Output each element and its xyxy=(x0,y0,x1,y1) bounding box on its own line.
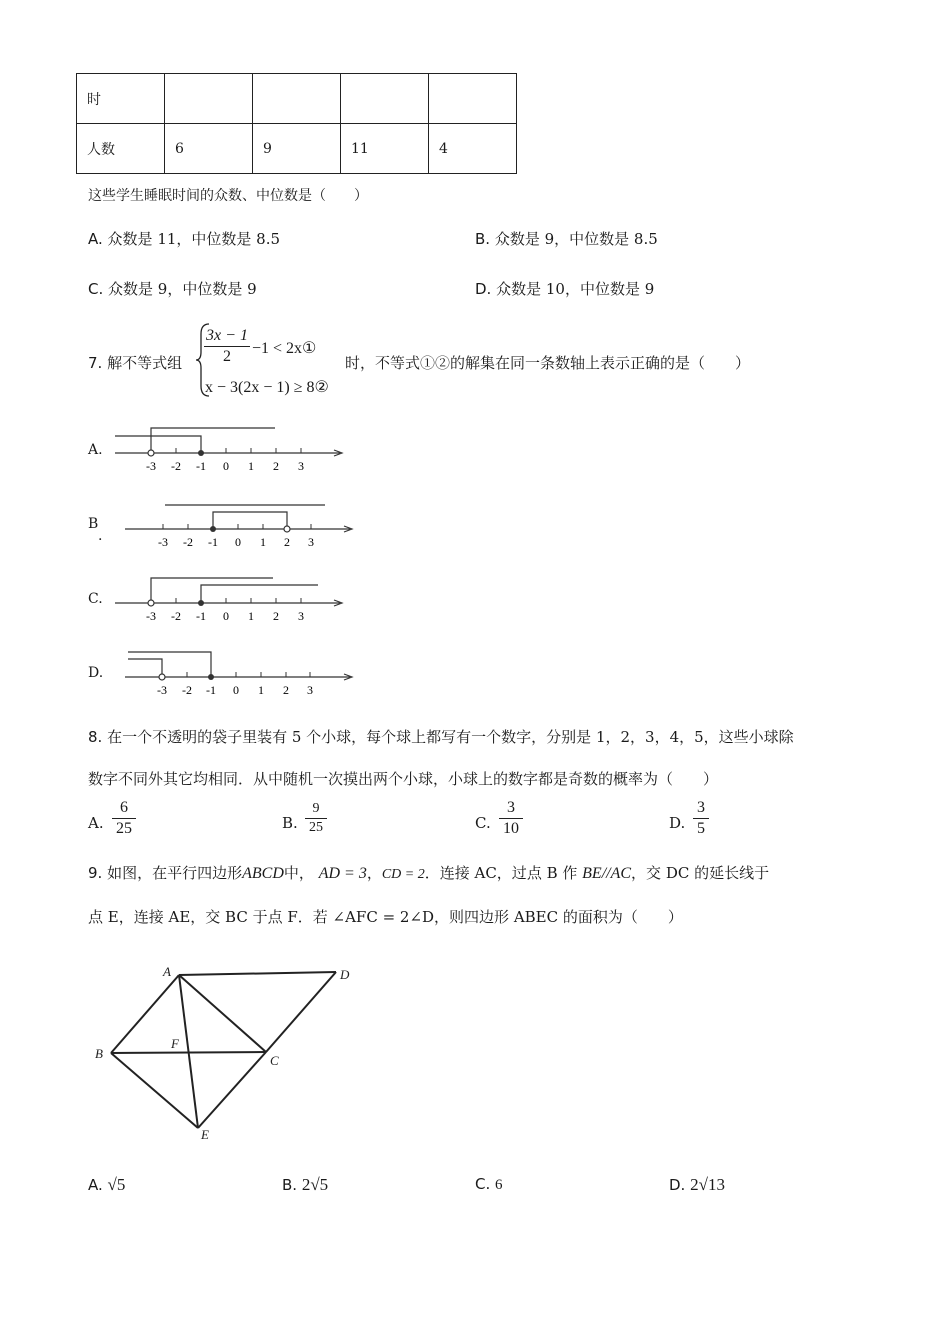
fraction-denominator: 5 xyxy=(697,820,705,837)
option-text: 6 xyxy=(495,1177,503,1193)
tick-label: 3 xyxy=(308,535,314,549)
q6-option-a[interactable] xyxy=(88,228,280,249)
q8-option-c-letter[interactable]: C. xyxy=(475,814,491,832)
q7-suffix: 时，不等式①②的解集在同一条数轴上表示正确的是（ ） xyxy=(345,354,751,372)
fraction-denominator: 10 xyxy=(503,820,519,837)
table-cell xyxy=(253,74,341,124)
point-label-e: E xyxy=(201,1127,209,1142)
tick-label: 0 xyxy=(223,609,229,623)
tick-label: -1 xyxy=(206,683,216,697)
tick-label: 1 xyxy=(258,683,264,697)
tick-label: 2 xyxy=(283,683,289,697)
tick-label: 0 xyxy=(233,683,239,697)
segment-AD xyxy=(179,972,336,975)
fraction-denominator: 25 xyxy=(309,820,323,835)
segment-AB xyxy=(111,975,179,1053)
q8-option-b-fraction[interactable] xyxy=(305,801,327,836)
segment-DC xyxy=(266,972,336,1052)
q6-option-b[interactable] xyxy=(475,228,658,249)
q8-option-c-fraction[interactable] xyxy=(499,799,523,838)
open-point xyxy=(284,526,290,532)
closed-point xyxy=(210,526,216,532)
fraction-bar xyxy=(499,818,523,819)
fraction-denominator: 2 xyxy=(223,348,231,365)
q9-comma: ， xyxy=(366,864,382,882)
option-text: 众数是 9，中位数是 9 xyxy=(108,280,257,298)
tick-label: 0 xyxy=(223,459,229,473)
row-label: 人数 xyxy=(77,124,165,174)
q8-option-b-letter[interactable]: B. xyxy=(282,814,298,832)
q8-option-d-fraction[interactable] xyxy=(693,799,709,838)
option-text: √5 xyxy=(107,1175,126,1194)
q7-option-b-dot: . xyxy=(98,528,103,544)
q6-option-c[interactable] xyxy=(88,278,257,299)
q8-option-a-letter[interactable]: A. xyxy=(88,814,104,832)
closed-point xyxy=(198,450,204,456)
table-cell xyxy=(341,74,429,124)
q7-ineq1-rest: −1 < 2x① xyxy=(252,340,317,357)
q8-option-d-letter[interactable]: D. xyxy=(669,814,686,832)
tick-label: -2 xyxy=(182,683,192,697)
table-row xyxy=(77,74,517,124)
table-cell: 11 xyxy=(341,124,429,174)
sleep-time-table xyxy=(76,73,517,174)
open-point xyxy=(159,674,165,680)
q9-option-a[interactable] xyxy=(88,1175,125,1195)
q8-line2: 数字不同外其它均相同．从中随机一次摸出两个小球，小球上的数字都是奇数的概率为（ ） xyxy=(88,770,719,788)
question-number: 9. xyxy=(88,864,103,882)
q9-line1 xyxy=(88,862,769,883)
option-letter: D. xyxy=(669,1176,686,1194)
fraction-bar xyxy=(204,346,250,347)
q7-ineq2: x − 3(2x − 1) ≥ 8② xyxy=(205,379,329,396)
q9-line2: 点 E，连接 AE，交 BC 于点 F．若 ∠AFC = 2∠D，则四边形 ABEC 的面积为（ ） xyxy=(88,908,683,926)
option-letter: D. xyxy=(475,280,492,298)
table-cell: 6 xyxy=(165,124,253,174)
tick-label: 2 xyxy=(273,609,279,623)
tick-label: -1 xyxy=(196,459,206,473)
point-label-d: D xyxy=(340,967,350,982)
fraction-numerator: 9 xyxy=(312,801,320,816)
option-text: 众数是 9，中位数是 8.5 xyxy=(494,230,658,248)
option-letter: B. xyxy=(475,230,491,248)
q6-option-d[interactable] xyxy=(475,278,654,299)
tick-label: -2 xyxy=(171,459,181,473)
segment-AC xyxy=(179,975,266,1052)
tick-label: 3 xyxy=(298,459,304,473)
table-cell: 9 xyxy=(253,124,341,174)
option-text: 众数是 10，中位数是 9 xyxy=(496,280,655,298)
fraction-numerator: 3 xyxy=(697,799,705,816)
tick-label: -3 xyxy=(158,535,168,549)
q8-option-a-fraction[interactable] xyxy=(112,799,136,838)
q7-option-c-label[interactable]: C. xyxy=(88,591,103,607)
fraction-numerator: 3 xyxy=(507,799,515,816)
closed-point xyxy=(198,600,204,606)
q9-option-c[interactable] xyxy=(475,1175,503,1194)
tick-label: -1 xyxy=(208,535,218,549)
tick-label: -2 xyxy=(171,609,181,623)
tick-label: -3 xyxy=(157,683,167,697)
question-number: 8. xyxy=(88,728,103,746)
q7-number-prefix xyxy=(88,352,182,373)
tick-label: 1 xyxy=(260,535,266,549)
fraction-bar xyxy=(305,818,327,819)
table-cell xyxy=(429,74,517,124)
closed-point xyxy=(208,674,214,680)
q7-option-a-label[interactable]: A. xyxy=(88,442,103,458)
q9-cd: CD = 2 xyxy=(381,867,425,882)
q9-abcd: ABCD xyxy=(242,865,284,882)
q9-be-ac: BE//AC xyxy=(582,865,632,882)
q6-stem: 这些学生睡眠时间的众数、中位数是（ ） xyxy=(88,188,368,204)
fraction-numerator: 6 xyxy=(120,799,128,816)
option-letter: B. xyxy=(282,1176,298,1194)
q9-text-c: ．连接 AC，过点 B 作 xyxy=(424,864,578,882)
tick-label: -3 xyxy=(146,609,156,623)
option-letter: A. xyxy=(88,1176,103,1194)
point-label-f: F xyxy=(171,1036,179,1051)
q7-option-b-label[interactable]: B xyxy=(88,516,99,532)
q7-prefix: 解不等式组 xyxy=(107,354,183,372)
point-label-b: B xyxy=(95,1046,103,1061)
segment-BE xyxy=(111,1053,198,1128)
option-text: 众数是 11，中位数是 8.5 xyxy=(107,230,281,248)
tick-label: 0 xyxy=(235,535,241,549)
fraction-bar xyxy=(112,818,136,819)
row-label: 时 xyxy=(77,74,165,124)
option-letter: C. xyxy=(88,280,104,298)
point-label-a: A xyxy=(163,964,171,979)
parallelogram-figure xyxy=(90,960,370,1145)
q9-text-a: 如图，在平行四边形 xyxy=(107,864,243,882)
tick-label: -1 xyxy=(196,609,206,623)
option-text: 2√5 xyxy=(301,1175,329,1194)
number-line-b[interactable] xyxy=(120,495,360,550)
q7-option-d-label[interactable]: D. xyxy=(88,665,104,681)
open-point xyxy=(148,450,154,456)
tick-label: 1 xyxy=(248,609,254,623)
point-label-c: C xyxy=(270,1053,279,1068)
q9-text-d: ，交 DC 的延长线于 xyxy=(631,864,770,882)
table-cell: 4 xyxy=(429,124,517,174)
table-cell xyxy=(165,74,253,124)
option-letter: A. xyxy=(88,230,103,248)
open-point xyxy=(148,600,154,606)
q9-option-d[interactable] xyxy=(669,1175,725,1195)
option-letter: C. xyxy=(475,1175,491,1193)
table-row xyxy=(77,124,517,174)
tick-label: 2 xyxy=(284,535,290,549)
tick-label: -3 xyxy=(146,459,156,473)
q8-line1 xyxy=(88,726,794,747)
number-line-d[interactable] xyxy=(120,643,360,698)
q9-option-b[interactable] xyxy=(282,1175,328,1195)
tick-label: 3 xyxy=(307,683,313,697)
fraction-denominator: 25 xyxy=(116,820,132,837)
fraction-bar xyxy=(693,818,709,819)
q8-text-line1: 在一个不透明的袋子里装有 5 个小球，每个球上都写有一个数字，分别是 1，2，3，4，5，这些小球除 xyxy=(107,728,794,746)
tick-label: 3 xyxy=(298,609,304,623)
number-line-c[interactable] xyxy=(110,570,350,625)
option-text: 2√13 xyxy=(690,1175,725,1194)
tick-label: -2 xyxy=(183,535,193,549)
segment-CE xyxy=(198,1052,266,1128)
tick-label: 1 xyxy=(248,459,254,473)
question-number: 7. xyxy=(88,354,103,372)
fraction-numerator: 3x − 1 xyxy=(206,327,248,344)
q9-ad: AD = 3 xyxy=(318,865,367,882)
q7-ineq1-fraction xyxy=(204,327,250,366)
q9-text-b: 中， xyxy=(283,864,314,882)
tick-label: 2 xyxy=(273,459,279,473)
number-line-a[interactable] xyxy=(110,420,350,475)
